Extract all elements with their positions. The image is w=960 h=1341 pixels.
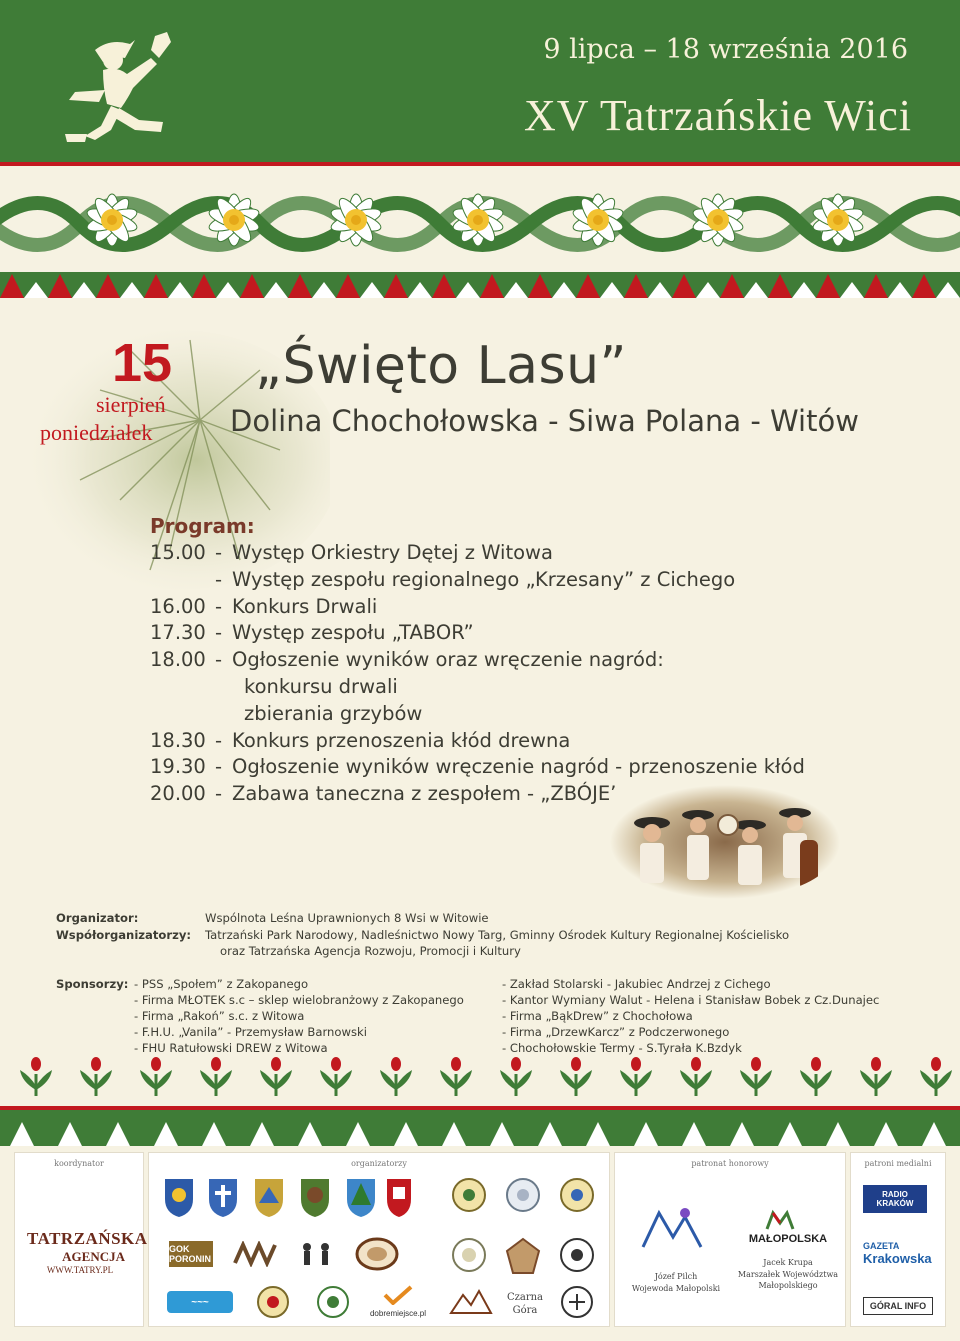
coat-of-arms-icon (387, 1179, 411, 1217)
event-weekday: poniedziałek (40, 420, 153, 445)
sponsors-list-right (502, 977, 879, 1057)
coat-of-arms-icon (209, 1179, 237, 1217)
emblem-icon (453, 1239, 485, 1271)
malopolska-logo-icon (765, 1209, 795, 1231)
gazeta-line1: GAZETA (863, 1241, 900, 1251)
coordinator-caption: koordynator (54, 1159, 104, 1168)
festival-title: XV Tatrzańskie Wici (523, 91, 912, 140)
media-caption: patroni medialni (864, 1159, 932, 1168)
sponsors-list-left (134, 977, 464, 1057)
krupa-name: Jacek Krupa (763, 1258, 813, 1267)
sponsor-item: - F.H.U. „Vanila” - Przemysław Barnowski (134, 1025, 367, 1039)
coorganizers-label: Współorganizatorzy: (56, 928, 192, 942)
program-description: konkursu drwali (244, 674, 398, 698)
program-time: 19.30 (150, 755, 206, 779)
program-dash: - (215, 567, 223, 591)
sponsor-item: - Zakład Stolarski - Jakubiec Andrzej z Cichego (502, 977, 771, 991)
event-month: sierpień (96, 392, 166, 417)
program-description: zbierania grzybów (244, 701, 423, 725)
sponsor-item: - Firma „DrzewKarcz” z Podczerwonego (502, 1025, 730, 1039)
program-description: Występ zespołu regionalnego „Krzesany” z Cichego (232, 567, 736, 591)
program-title: Program: (150, 514, 255, 538)
festival-dates: 9 lipca – 18 września 2016 (543, 34, 908, 65)
sponsor-item: - Firma MŁOTEK s.c – sklep wielobranżowy z Zakopanego (134, 993, 464, 1007)
tulip-icon (20, 1057, 52, 1096)
agency-name-line2: AGENCJA (62, 1249, 125, 1264)
coorganizers-text-continued: oraz Tatrzańska Agencja Rozwoju, Promocji i Kultury (220, 944, 521, 958)
program-time: 16.00 (150, 594, 206, 618)
mountains-logo-icon (449, 1285, 493, 1319)
sponsor-item: - FHU Ratułowski DREW z Witowa (134, 1041, 328, 1055)
edelweiss-ornament-band (0, 162, 960, 312)
coat-of-arms-icon (301, 1179, 329, 1217)
sponsors-label: Sponsorzy: (56, 977, 129, 991)
agency-name-line1: TATRZAŃSKA (27, 1229, 148, 1248)
program-time: 18.00 (150, 648, 206, 672)
organizer-label: Organizator: (56, 911, 139, 925)
organizer-text: Wspólnota Leśna Uprawnionych 8 Wsi w Witowie (205, 911, 489, 925)
folk-figures-icon (297, 1239, 337, 1269)
media-patrons-box (850, 1152, 946, 1327)
band-photo (610, 785, 840, 900)
sponsor-item: - Kantor Wymiany Walut - Helena i Stanisław Bobek z Cz.Dunajec (502, 993, 880, 1007)
program-dash: - (215, 648, 223, 672)
pilch-name: Józef Pilch (654, 1272, 698, 1281)
program-description: Ogłoszenie wyników wręczenie nagród - przenoszenie kłód (232, 755, 805, 779)
organizers-caption: organizatorzy (351, 1159, 407, 1168)
organizers-box (148, 1152, 610, 1327)
circle-emblem-icon (315, 1285, 351, 1319)
sponsor-item: - Chochołowskie Termy - S.Tyrała K.Bzdyk (502, 1041, 742, 1055)
runner-logo-icon (55, 30, 185, 150)
emblem-icon (507, 1239, 539, 1273)
patronage-caption: patronat honorowy (691, 1159, 769, 1168)
emblems-row-2 (449, 1237, 599, 1277)
dance-group-logo-icon (231, 1241, 281, 1267)
program-description: Zabawa taneczna z zespołem - „ZBÓJE’ (232, 782, 617, 806)
coat-of-arms-row (159, 1177, 411, 1217)
honorary-patronage-box (614, 1152, 846, 1327)
program-dash: - (215, 755, 223, 779)
event-location: Dolina Chochołowska - Siwa Polana - Witów (230, 404, 859, 438)
sponsor-item: - PSS „Społem” z Zakopanego (134, 977, 309, 991)
union-emblems-row (449, 1177, 599, 1217)
program-description: Konkurs przenoszenia kłód drewna (232, 728, 571, 752)
program-dash: - (215, 728, 223, 752)
coat-of-arms-icon (165, 1179, 193, 1217)
wojewoda-logo-icon (637, 1203, 707, 1253)
emblem-icon (561, 1239, 593, 1271)
sponsor-item: - Firma „BąkDrew” z Chochołowa (502, 1009, 693, 1023)
program-dash: - (215, 541, 223, 564)
checkmark-logo-icon (383, 1285, 413, 1305)
program-description: Ogłoszenie wyników oraz wręczenie nagród: (232, 648, 664, 672)
malopolska-label: MAŁOPOLSKA (748, 1233, 828, 1245)
emblem-icon (561, 1179, 593, 1211)
header-banner (0, 0, 960, 162)
coat-of-arms-icon (347, 1179, 375, 1217)
dobre-miejsce-label: dobremiejsce.pl (369, 1309, 427, 1318)
sponsor-item: - Firma „Rakoń” s.c. z Witowa (134, 1009, 305, 1023)
gok-poronin-logo: GOK PORONIN (169, 1241, 213, 1267)
gazeta-line2: Krakowska (863, 1251, 932, 1266)
program-time: 18.30 (150, 728, 206, 752)
event-name: „Święto Lasu” (255, 336, 627, 396)
coat-of-arms-icon (255, 1179, 283, 1217)
program-time: 17.30 (150, 621, 206, 645)
dobre-miejsce-logo (363, 1285, 433, 1319)
program-description: Występ zespołu „TABOR” (232, 621, 474, 645)
kosnica-logo: ~~~ (167, 1291, 233, 1313)
czarna-gora-label: Czarna Góra (506, 1292, 544, 1316)
gazeta-krakowska-logo (863, 1241, 937, 1266)
event-day: 15 (112, 333, 173, 393)
circle-emblem-icon (559, 1285, 595, 1319)
program-description: Występ Orkiestry Dętej z Witowa (232, 541, 553, 564)
round-stamp-icon (355, 1237, 399, 1271)
program-time: 20.00 (150, 782, 206, 806)
program-dash: - (215, 594, 223, 618)
coordinator-box (14, 1152, 148, 1327)
goral-info-logo: GÓRAL INFO (863, 1297, 933, 1315)
tatrzanska-agencja-logo (27, 1229, 148, 1275)
emblem-icon (507, 1179, 539, 1211)
program-time: 15.00 (150, 541, 206, 564)
circle-emblem-icon (255, 1285, 291, 1319)
radio-krakow-logo: RADIO KRAKÓW (863, 1185, 927, 1213)
tulip-ornament-border (0, 1052, 960, 1148)
program-dash: - (215, 782, 223, 806)
pilch-role: Wojewoda Małopolski (631, 1284, 721, 1293)
krupa-role: Marszałek Województwa Małopolskiego (737, 1270, 839, 1290)
coorganizers-text: Tatrzański Park Narodowy, Nadleśnictwo Nowy Targ, Gminny Ośrodek Kultury Regionalnej Kościelisko (205, 928, 790, 942)
agency-url: WWW.TATRY.PL (46, 1265, 114, 1275)
emblem-icon (453, 1179, 485, 1211)
program-dash: - (215, 621, 223, 645)
program-description: Konkurs Drwali (232, 594, 378, 618)
